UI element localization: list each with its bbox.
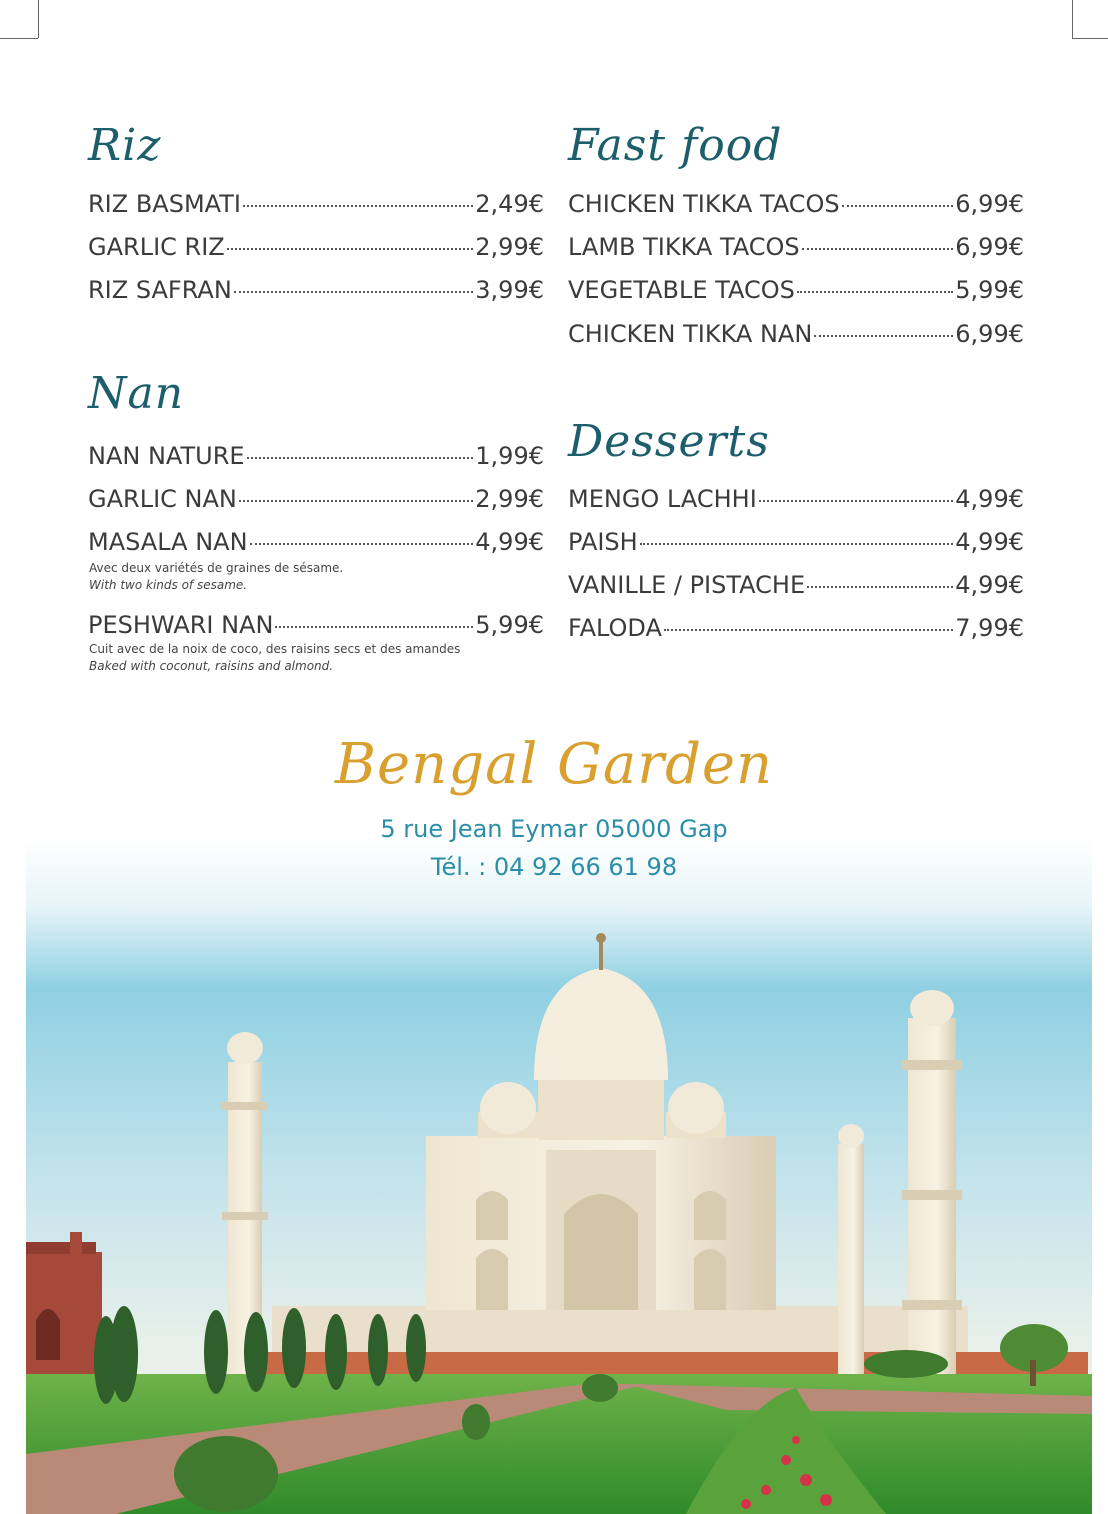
desserts-title: Desserts — [568, 416, 770, 467]
leader-dots — [802, 248, 954, 250]
leader-dots — [227, 248, 474, 250]
leader-dots — [842, 205, 954, 207]
leader-dots — [239, 500, 473, 502]
crop-mark — [0, 38, 38, 39]
leader-dots — [759, 500, 953, 502]
menu-item — [568, 191, 1024, 219]
item-name: GARLIC NAN — [88, 485, 237, 513]
menu-item — [88, 277, 544, 305]
crop-mark — [1072, 38, 1108, 39]
item-description — [89, 560, 343, 595]
restaurant-address: 5 rue Jean Eymar 05000 Gap — [380, 815, 728, 843]
menu-item — [88, 529, 544, 557]
leader-dots — [243, 205, 473, 207]
item-price: 3,99€ — [475, 276, 544, 304]
taj-mahal-photo — [26, 840, 1092, 1514]
nan-title: Nan — [88, 368, 185, 419]
leader-dots — [247, 457, 474, 459]
item-price: 2,99€ — [475, 233, 544, 261]
item-price: 6,99€ — [955, 233, 1024, 261]
item-price: 6,99€ — [955, 320, 1024, 348]
leader-dots — [814, 335, 953, 337]
fastfood-title: Fast food — [568, 120, 783, 171]
description-fr: Cuit avec de la noix de coco, des raisins secs et des amandes — [89, 642, 461, 656]
leader-dots — [807, 586, 953, 588]
item-price: 4,99€ — [955, 485, 1024, 513]
item-name: VEGETABLE TACOS — [568, 276, 795, 304]
item-name: NAN NATURE — [88, 442, 245, 470]
crop-mark — [38, 0, 39, 38]
item-price: 4,99€ — [955, 571, 1024, 599]
leader-dots — [250, 543, 474, 545]
item-price: 5,99€ — [475, 611, 544, 639]
restaurant-name: Bengal Garden — [334, 732, 774, 797]
item-price: 5,99€ — [955, 276, 1024, 304]
item-name: RIZ SAFRAN — [88, 276, 232, 304]
menu-item — [88, 486, 544, 514]
riz-title: Riz — [88, 120, 162, 171]
description-fr: Avec deux variétés de graines de sésame. — [89, 561, 344, 575]
menu-item — [568, 572, 1024, 600]
item-price: 4,99€ — [955, 528, 1024, 556]
item-price: 6,99€ — [955, 190, 1024, 218]
item-name: MENGO LACHHI — [568, 485, 757, 513]
leader-dots — [234, 291, 473, 293]
item-price: 1,99€ — [475, 442, 544, 470]
leader-dots — [640, 543, 954, 545]
menu-item — [568, 529, 1024, 557]
item-name: PAISH — [568, 528, 638, 556]
crop-mark — [1072, 0, 1073, 38]
item-price: 2,49€ — [475, 190, 544, 218]
leader-dots — [275, 626, 473, 628]
item-name: MASALA NAN — [88, 528, 248, 556]
item-price: 2,99€ — [475, 485, 544, 513]
description-en: With two kinds of sesame. — [89, 578, 248, 593]
item-price: 7,99€ — [955, 614, 1024, 642]
menu-item — [568, 615, 1024, 643]
item-name: FALODA — [568, 614, 662, 642]
item-name: RIZ BASMATI — [88, 190, 241, 218]
restaurant-phone: Tél. : 04 92 66 61 98 — [430, 853, 678, 881]
item-description — [89, 641, 460, 676]
item-name: CHICKEN TIKKA TACOS — [568, 190, 840, 218]
menu-item — [88, 234, 544, 262]
item-name: LAMB TIKKA TACOS — [568, 233, 800, 261]
description-en: Baked with coconut, raisins and almond. — [89, 659, 334, 674]
menu-item — [88, 612, 544, 640]
leader-dots — [664, 629, 953, 631]
item-name: VANILLE / PISTACHE — [568, 571, 806, 599]
item-name: CHICKEN TIKKA NAN — [568, 320, 813, 348]
menu-item — [568, 486, 1024, 514]
item-name: GARLIC RIZ — [88, 233, 225, 261]
menu-item — [568, 234, 1024, 262]
menu-item — [568, 277, 1024, 305]
menu-item — [88, 191, 544, 219]
leader-dots — [797, 291, 953, 293]
menu-item — [568, 321, 1024, 349]
item-name: PESHWARI NAN — [88, 611, 274, 639]
item-price: 4,99€ — [475, 528, 544, 556]
menu-item — [88, 443, 544, 471]
